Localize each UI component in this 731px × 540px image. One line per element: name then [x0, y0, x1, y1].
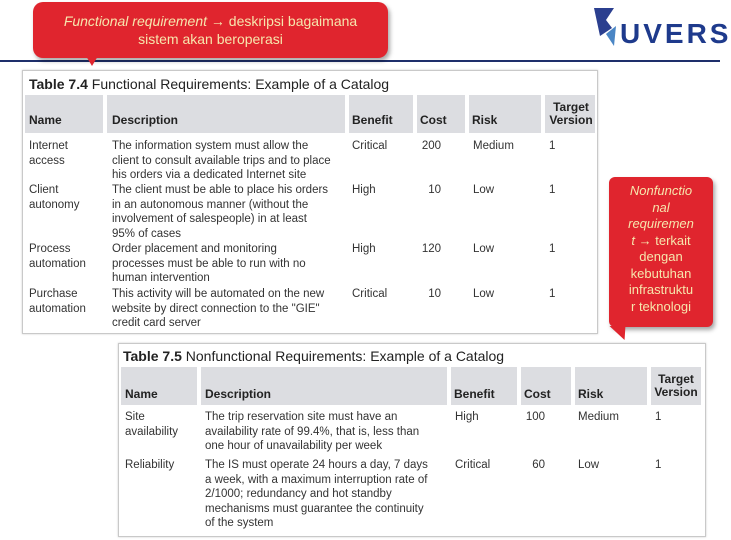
row-cost: 200 — [421, 140, 441, 152]
header-name: Name — [121, 367, 197, 405]
table-7-5 — [118, 343, 706, 537]
header-description: Description — [201, 367, 447, 405]
callout-text-1: deskripsi bagaimana — [228, 13, 358, 29]
callout-line: dengan — [639, 249, 683, 264]
row-name: Purchase automation — [29, 288, 86, 315]
header-name: Name — [25, 95, 103, 133]
row-cost: 60 — [532, 459, 545, 471]
row-target: 1 — [549, 140, 556, 152]
row-risk: Low — [473, 184, 495, 196]
row-cost: 120 — [421, 243, 441, 255]
callout-line: nal — [652, 199, 670, 215]
table-label: Table 7.4 — [29, 76, 88, 92]
header-target-version: Target Version — [545, 95, 595, 133]
row-name: Reliability — [125, 459, 175, 471]
row-benefit: Critical — [455, 459, 491, 471]
nonfunctional-requirement-callout — [609, 177, 713, 327]
table-title: Nonfunctional Requirements: Example of a Catalog — [185, 348, 505, 364]
table-7-4 — [22, 70, 598, 334]
row-risk: Medium — [473, 140, 514, 152]
row-benefit: High — [352, 243, 376, 255]
row-target: 1 — [549, 184, 556, 196]
row-target: 1 — [549, 288, 556, 300]
header-risk: Risk — [469, 95, 541, 133]
row-target: 1 — [655, 411, 662, 423]
row-description: The trip reservation site must have an availability rate of 99.4%, that is, less than one hour of unavailability per week — [205, 411, 420, 452]
table-title: Functional Requirements: Example of a Catalog — [91, 76, 390, 92]
callout-term: Functional requirement — [63, 13, 207, 29]
row-name: Internet access — [29, 140, 68, 167]
row-name: Client autonomy — [29, 184, 80, 211]
header-cost: Cost — [521, 367, 571, 405]
callout-line: t → terkait — [631, 232, 691, 248]
row-cost: 100 — [525, 411, 545, 423]
header-target-version: Target Version — [651, 367, 701, 405]
row-risk: Low — [473, 243, 495, 255]
header-divider — [0, 60, 720, 62]
callout-pointer — [86, 56, 98, 66]
callout-pointer — [609, 326, 630, 340]
row-name: Site availability — [125, 411, 179, 438]
callout-line-1 — [33, 12, 388, 30]
arrow-icon: → — [210, 13, 225, 29]
logo-text: UVERS — [620, 18, 731, 49]
header-benefit: Benefit — [451, 367, 517, 405]
header-benefit: Benefit — [349, 95, 413, 133]
callout-line: infrastruktu — [628, 282, 694, 297]
row-cost: 10 — [428, 184, 441, 196]
row-cost: 10 — [428, 288, 441, 300]
callout-line: kebutuhan — [630, 265, 692, 281]
table-caption — [123, 348, 504, 364]
row-benefit: High — [455, 411, 479, 423]
row-benefit: High — [352, 184, 376, 196]
table-label: Table 7.5 — [123, 348, 182, 364]
header-description: Description — [107, 95, 345, 133]
row-benefit: Critical — [352, 288, 388, 300]
row-target: 1 — [655, 459, 662, 471]
callout-line: r teknologi — [631, 298, 691, 314]
row-description: The IS must operate 24 hours a day, 7 days a week, with a maximum interruption rate of 2/1000; redundancy and hot standby mechanisms must guarantee the continuity of the system — [205, 459, 428, 529]
callout-line: requiremen — [628, 216, 694, 231]
row-benefit: Critical — [352, 140, 388, 152]
row-target: 1 — [549, 243, 556, 255]
row-description: Order placement and monitoring processes must be able to run with no human intervention — [112, 243, 306, 284]
row-risk: Medium — [578, 411, 619, 423]
table-caption — [29, 76, 389, 92]
row-description: The information system must allow the client to consult available trips and to place his orders via a dedicated Internet site — [112, 140, 331, 181]
row-risk: Low — [473, 288, 495, 300]
callout-text-2: sistem akan beroperasi — [138, 31, 283, 47]
row-description: This activity will be automated on the new website by direct connection to the "GIE" credit card server — [112, 288, 325, 329]
row-risk: Low — [578, 459, 600, 471]
row-name: Process automation — [29, 243, 86, 270]
functional-requirement-callout — [33, 2, 388, 58]
header-risk: Risk — [575, 367, 647, 405]
header-cost: Cost — [417, 95, 465, 133]
row-description: The client must be able to place his orders in an autonomous manner (without the involvement of salespeople) in at least 95% of cases — [112, 184, 329, 240]
callout-line: Nonfunctio — [629, 183, 693, 198]
